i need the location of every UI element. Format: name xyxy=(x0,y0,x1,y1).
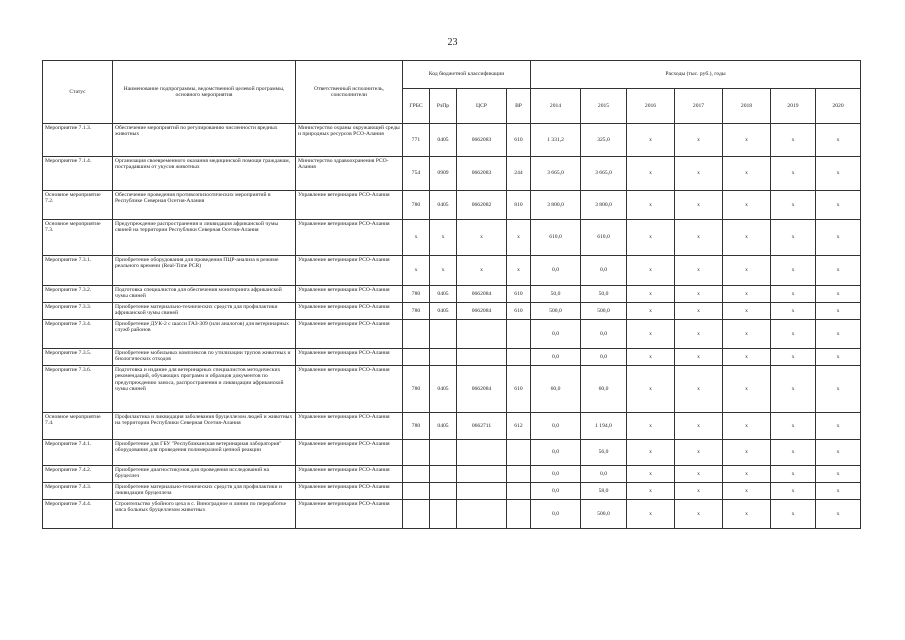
table-row xyxy=(43,349,861,366)
row-code-vr: 610 xyxy=(507,286,531,303)
row-value-2017: х xyxy=(675,320,723,349)
row-executor: Управление ветеринарии РСО-Алания xyxy=(296,483,403,500)
header-year-2015: 2015 xyxy=(581,89,627,124)
row-value-2020: х xyxy=(816,157,861,191)
row-code-vr xyxy=(507,440,531,466)
row-value-2016: х xyxy=(627,191,675,220)
row-executor: Управление ветеринарии РСО-Алания xyxy=(296,256,403,286)
row-code-rzpr: 0405 xyxy=(430,303,457,320)
header-year-2014: 2014 xyxy=(531,89,581,124)
row-value-2016: х xyxy=(627,286,675,303)
row-value-2020: х xyxy=(816,220,861,256)
row-code-grbs: 771 xyxy=(403,124,430,157)
row-value-2016: х xyxy=(627,483,675,500)
row-value-2014: 610,0 xyxy=(531,220,581,256)
row-value-2020: х xyxy=(816,483,861,500)
row-executor: Управление ветеринарии РСО-Алания xyxy=(296,303,403,320)
row-value-2015: 58,0 xyxy=(581,483,627,500)
row-code-csr xyxy=(457,500,507,529)
row-value-2018: х xyxy=(723,220,771,256)
table-row xyxy=(43,413,861,440)
row-value-2018: х xyxy=(723,500,771,529)
row-value-2020: х xyxy=(816,303,861,320)
row-value-2015: 0,0 xyxy=(581,320,627,349)
row-value-2016: х xyxy=(627,157,675,191)
row-code-rzpr: 0405 xyxy=(430,286,457,303)
row-value-2019: х xyxy=(771,191,816,220)
row-value-2014: 0,0 xyxy=(531,500,581,529)
header-name: Наименование подпрограммы, ведомственной целевой программы, основного мероприятия xyxy=(113,61,296,124)
table-row xyxy=(43,220,861,256)
row-value-2015: 325,0 xyxy=(581,124,627,157)
header-executor: Ответственный исполнитель, соисполнители xyxy=(296,61,403,124)
row-value-2018: х xyxy=(723,191,771,220)
table-row xyxy=(43,466,861,483)
row-value-2014: 0,0 xyxy=(531,256,581,286)
row-status: Мероприятие 7.3.5. xyxy=(43,349,113,366)
row-value-2020: х xyxy=(816,413,861,440)
row-value-2014: 3 800,0 xyxy=(531,191,581,220)
row-executor: Министерство охраны окружающей среды и природных ресурсов РСО-Алания xyxy=(296,124,403,157)
row-value-2014: 0,0 xyxy=(531,466,581,483)
row-code-csr: х xyxy=(457,256,507,286)
row-value-2020: х xyxy=(816,256,861,286)
row-code-csr: 0662083 xyxy=(457,124,507,157)
row-value-2016: х xyxy=(627,320,675,349)
row-code-grbs xyxy=(403,349,430,366)
row-value-2017: х xyxy=(675,256,723,286)
row-code-rzpr: 0909 xyxy=(430,157,457,191)
row-code-rzpr xyxy=(430,349,457,366)
row-code-vr: 810 xyxy=(507,191,531,220)
row-value-2018: х xyxy=(723,366,771,413)
row-code-rzpr xyxy=(430,500,457,529)
row-value-2019: х xyxy=(771,286,816,303)
row-name: Приобретение материально-технических средств для профилактики и ликвидации бруцеллеза xyxy=(113,483,296,500)
row-code-rzpr: х xyxy=(430,256,457,286)
row-executor: Управление ветеринарии РСО-Алания xyxy=(296,286,403,303)
row-status: Основное мероприятие 7.3. xyxy=(43,220,113,256)
row-name: Подготовка и издание для ветеринарных специалистов методических рекомендаций, обучающих программ и образцов документов по предупреждению заноса, распространения и ликвидации африканской чумы свиней xyxy=(113,366,296,413)
row-value-2016: х xyxy=(627,466,675,483)
row-code-grbs xyxy=(403,466,430,483)
row-code-grbs xyxy=(403,440,430,466)
row-name: Строительство убойного цеха в с. Виноградное и линии по переработке мяса больных бруцеллезом животных xyxy=(113,500,296,529)
table-row xyxy=(43,124,861,157)
row-status: Мероприятие 7.3.6. xyxy=(43,366,113,413)
row-code-vr: х xyxy=(507,220,531,256)
row-code-csr: 0662084 xyxy=(457,366,507,413)
row-code-rzpr xyxy=(430,440,457,466)
row-value-2015: 0,0 xyxy=(581,256,627,286)
row-code-rzpr: х xyxy=(430,220,457,256)
row-value-2016: х xyxy=(627,220,675,256)
row-value-2014: 0,0 xyxy=(531,483,581,500)
row-value-2015: 610,0 xyxy=(581,220,627,256)
row-value-2018: х xyxy=(723,413,771,440)
row-value-2018: х xyxy=(723,124,771,157)
row-value-2015: 50,0 xyxy=(581,286,627,303)
row-code-csr: 0662084 xyxy=(457,303,507,320)
table-row xyxy=(43,191,861,220)
row-value-2016: х xyxy=(627,303,675,320)
row-value-2016: х xyxy=(627,440,675,466)
row-value-2015: 3 665,0 xyxy=(581,157,627,191)
row-value-2015: 0,0 xyxy=(581,349,627,366)
row-name: Подготовка специалистов для обеспечения мониторинга африканской чумы свиней xyxy=(113,286,296,303)
row-value-2020: х xyxy=(816,191,861,220)
row-value-2018: х xyxy=(723,303,771,320)
row-code-rzpr: 0405 xyxy=(430,191,457,220)
row-value-2020: х xyxy=(816,366,861,413)
row-code-grbs: х xyxy=(403,220,430,256)
row-value-2017: х xyxy=(675,191,723,220)
row-code-csr xyxy=(457,349,507,366)
row-code-grbs: 754 xyxy=(403,157,430,191)
row-code-grbs: 780 xyxy=(403,191,430,220)
row-value-2019: х xyxy=(771,500,816,529)
row-value-2018: х xyxy=(723,157,771,191)
row-value-2019: х xyxy=(771,124,816,157)
row-code-vr: 612 xyxy=(507,413,531,440)
row-code-grbs: 780 xyxy=(403,413,430,440)
row-value-2018: х xyxy=(723,256,771,286)
row-executor: Управление ветеринарии РСО-Алания xyxy=(296,466,403,483)
row-value-2019: х xyxy=(771,157,816,191)
row-status: Мероприятие 7.4.3. xyxy=(43,483,113,500)
header-code-grbs: ГРБС xyxy=(403,89,430,124)
row-executor: Управление ветеринарии РСО-Алания xyxy=(296,413,403,440)
row-code-csr xyxy=(457,440,507,466)
row-code-rzpr xyxy=(430,320,457,349)
row-value-2018: х xyxy=(723,320,771,349)
table-row xyxy=(43,303,861,320)
table-row xyxy=(43,320,861,349)
row-value-2020: х xyxy=(816,440,861,466)
row-status: Мероприятие 7.1.3. xyxy=(43,124,113,157)
row-code-vr: 610 xyxy=(507,303,531,320)
row-code-csr: 0662711 xyxy=(457,413,507,440)
row-executor: Управление ветеринарии РСО-Алания xyxy=(296,191,403,220)
table-row xyxy=(43,483,861,500)
row-name: Приобретение материально-технических средств для профилактики африканской чумы свиней xyxy=(113,303,296,320)
row-value-2014: 0,0 xyxy=(531,413,581,440)
row-name: Организация своевременного оказания медицинской помощи гражданам, пострадавшим от укусов животных xyxy=(113,157,296,191)
row-executor: Управление ветеринарии РСО-Алания xyxy=(296,220,403,256)
row-value-2017: х xyxy=(675,413,723,440)
row-status: Мероприятие 7.3.3. xyxy=(43,303,113,320)
row-code-vr xyxy=(507,500,531,529)
row-executor: Управление ветеринарии РСО-Алания xyxy=(296,320,403,349)
row-code-csr: х xyxy=(457,220,507,256)
row-value-2019: х xyxy=(771,466,816,483)
row-executor: Управление ветеринарии РСО-Алания xyxy=(296,440,403,466)
row-value-2015: 56,0 xyxy=(581,440,627,466)
row-name: Обеспечение мероприятий по регулированию численности вредных животных xyxy=(113,124,296,157)
row-value-2016: х xyxy=(627,413,675,440)
row-executor: Управление ветеринарии РСО-Алания xyxy=(296,500,403,529)
row-value-2014: 0,0 xyxy=(531,440,581,466)
row-code-grbs: 780 xyxy=(403,286,430,303)
row-status: Основное мероприятие 7.2. xyxy=(43,191,113,220)
row-value-2019: х xyxy=(771,220,816,256)
header-expenses-group: Расходы (тыс. руб.), годы xyxy=(531,61,861,89)
row-value-2014: 0,0 xyxy=(531,349,581,366)
row-code-vr xyxy=(507,349,531,366)
row-executor: Управление ветеринарии РСО-Алания xyxy=(296,366,403,413)
table-row xyxy=(43,157,861,191)
row-code-grbs: 780 xyxy=(403,366,430,413)
row-code-rzpr: 0405 xyxy=(430,366,457,413)
row-code-csr xyxy=(457,466,507,483)
row-value-2016: х xyxy=(627,256,675,286)
row-value-2015: 3 800,0 xyxy=(581,191,627,220)
row-value-2019: х xyxy=(771,349,816,366)
row-value-2015: 1 194,0 xyxy=(581,413,627,440)
row-value-2018: х xyxy=(723,466,771,483)
row-executor: Министерство здравоохранения РСО-Алания xyxy=(296,157,403,191)
row-value-2019: х xyxy=(771,366,816,413)
header-code-rzpr: РзПр xyxy=(430,89,457,124)
header-year-2017: 2017 xyxy=(675,89,723,124)
table-row xyxy=(43,286,861,303)
row-value-2014: 50,0 xyxy=(531,286,581,303)
row-value-2019: х xyxy=(771,320,816,349)
row-value-2020: х xyxy=(816,500,861,529)
header-year-2020: 2020 xyxy=(816,89,861,124)
row-code-csr: 0662083 xyxy=(457,157,507,191)
row-code-grbs xyxy=(403,320,430,349)
row-value-2017: х xyxy=(675,500,723,529)
row-value-2020: х xyxy=(816,466,861,483)
table-row xyxy=(43,440,861,466)
table-row xyxy=(43,366,861,413)
header-code-csr: ЦСР xyxy=(457,89,507,124)
table-row xyxy=(43,500,861,529)
row-value-2019: х xyxy=(771,303,816,320)
row-value-2018: х xyxy=(723,286,771,303)
row-status: Мероприятие 7.3.1. xyxy=(43,256,113,286)
row-name: Обеспечение проведения противоэпизоотических мероприятий в Республике Северная Осетия-Алания xyxy=(113,191,296,220)
row-status: Мероприятие 7.3.2. xyxy=(43,286,113,303)
row-name: Приобретение для ГБУ "Республиканская ветеринарная лаборатория" оборудования для проведения полимеразной цепной реакции xyxy=(113,440,296,466)
row-code-grbs xyxy=(403,483,430,500)
row-code-vr xyxy=(507,320,531,349)
table-row xyxy=(43,256,861,286)
row-value-2018: х xyxy=(723,483,771,500)
row-value-2020: х xyxy=(816,286,861,303)
row-code-csr xyxy=(457,320,507,349)
header-status: Статус xyxy=(43,61,113,124)
row-value-2019: х xyxy=(771,413,816,440)
row-code-vr xyxy=(507,483,531,500)
row-code-grbs: х xyxy=(403,256,430,286)
row-code-vr: 610 xyxy=(507,366,531,413)
row-code-csr: 0662082 xyxy=(457,191,507,220)
row-value-2017: х xyxy=(675,466,723,483)
row-value-2015: 0,0 xyxy=(581,466,627,483)
row-value-2018: х xyxy=(723,349,771,366)
row-status: Мероприятие 7.3.4. xyxy=(43,320,113,349)
row-value-2017: х xyxy=(675,220,723,256)
row-value-2020: х xyxy=(816,349,861,366)
row-name: Приобретение оборудования для проведения ПЦР-анализа в режиме реального времени (Real-Time PCR) xyxy=(113,256,296,286)
row-value-2017: х xyxy=(675,303,723,320)
row-value-2017: х xyxy=(675,157,723,191)
row-value-2015: 500,0 xyxy=(581,303,627,320)
row-code-grbs: 780 xyxy=(403,303,430,320)
row-name: Профилактика и ликвидация заболевания бруцеллезом людей и животных на территории Республики Северная Осетия-Алания xyxy=(113,413,296,440)
row-value-2016: х xyxy=(627,366,675,413)
row-code-vr: 610 xyxy=(507,124,531,157)
row-value-2017: х xyxy=(675,286,723,303)
page-number: 23 xyxy=(447,37,458,48)
row-value-2017: х xyxy=(675,124,723,157)
row-value-2019: х xyxy=(771,483,816,500)
row-executor: Управление ветеринарии РСО-Алания xyxy=(296,349,403,366)
row-value-2016: х xyxy=(627,124,675,157)
row-value-2020: х xyxy=(816,124,861,157)
header-budget-code-group: Код бюджетной классификации xyxy=(403,61,531,89)
header-year-2016: 2016 xyxy=(627,89,675,124)
row-value-2019: х xyxy=(771,440,816,466)
row-code-vr: 244 xyxy=(507,157,531,191)
row-value-2015: 60,0 xyxy=(581,366,627,413)
row-code-vr xyxy=(507,466,531,483)
row-code-rzpr xyxy=(430,466,457,483)
row-value-2016: х xyxy=(627,500,675,529)
row-code-rzpr: 0405 xyxy=(430,124,457,157)
row-value-2019: х xyxy=(771,256,816,286)
row-value-2014: 3 665,0 xyxy=(531,157,581,191)
row-name: Приобретение ДУК-2 с шасси ГАЗ-309 (или аналогов) для ветеринарных служб районов xyxy=(113,320,296,349)
row-value-2017: х xyxy=(675,366,723,413)
row-value-2017: х xyxy=(675,349,723,366)
row-status: Мероприятие 7.4.1. xyxy=(43,440,113,466)
row-status: Мероприятие 7.4.2. xyxy=(43,466,113,483)
row-value-2017: х xyxy=(675,483,723,500)
row-code-csr xyxy=(457,483,507,500)
row-status: Основное мероприятие 7.4. xyxy=(43,413,113,440)
table-body xyxy=(43,124,861,529)
row-value-2017: х xyxy=(675,440,723,466)
row-name: Предупреждение распространения и ликвидация африканской чумы свиней на территории Республики Северная Осетия-Алания xyxy=(113,220,296,256)
row-code-vr: х xyxy=(507,256,531,286)
row-value-2014: 0,0 xyxy=(531,320,581,349)
header-code-vr: ВР xyxy=(507,89,531,124)
row-code-grbs xyxy=(403,500,430,529)
row-value-2014: 60,0 xyxy=(531,366,581,413)
row-status: Мероприятие 7.1.4. xyxy=(43,157,113,191)
row-code-rzpr: 0405 xyxy=(430,413,457,440)
row-name: Приобретение мобильных комплексов по утилизации трупов животных и биологических отходов xyxy=(113,349,296,366)
row-name: Приобретение диагностикумов для проведения исследований на бруцеллез xyxy=(113,466,296,483)
row-value-2020: х xyxy=(816,320,861,349)
row-value-2016: х xyxy=(627,349,675,366)
row-value-2018: х xyxy=(723,440,771,466)
row-code-rzpr xyxy=(430,483,457,500)
row-value-2014: 500,0 xyxy=(531,303,581,320)
row-value-2014: 1 331,2 xyxy=(531,124,581,157)
row-status: Мероприятие 7.4.4. xyxy=(43,500,113,529)
header-year-2018: 2018 xyxy=(723,89,771,124)
row-code-csr: 0662084 xyxy=(457,286,507,303)
program-expenses-table xyxy=(42,60,861,529)
header-year-2019: 2019 xyxy=(771,89,816,124)
row-value-2015: 500,0 xyxy=(581,500,627,529)
header-row-1 xyxy=(43,61,861,89)
